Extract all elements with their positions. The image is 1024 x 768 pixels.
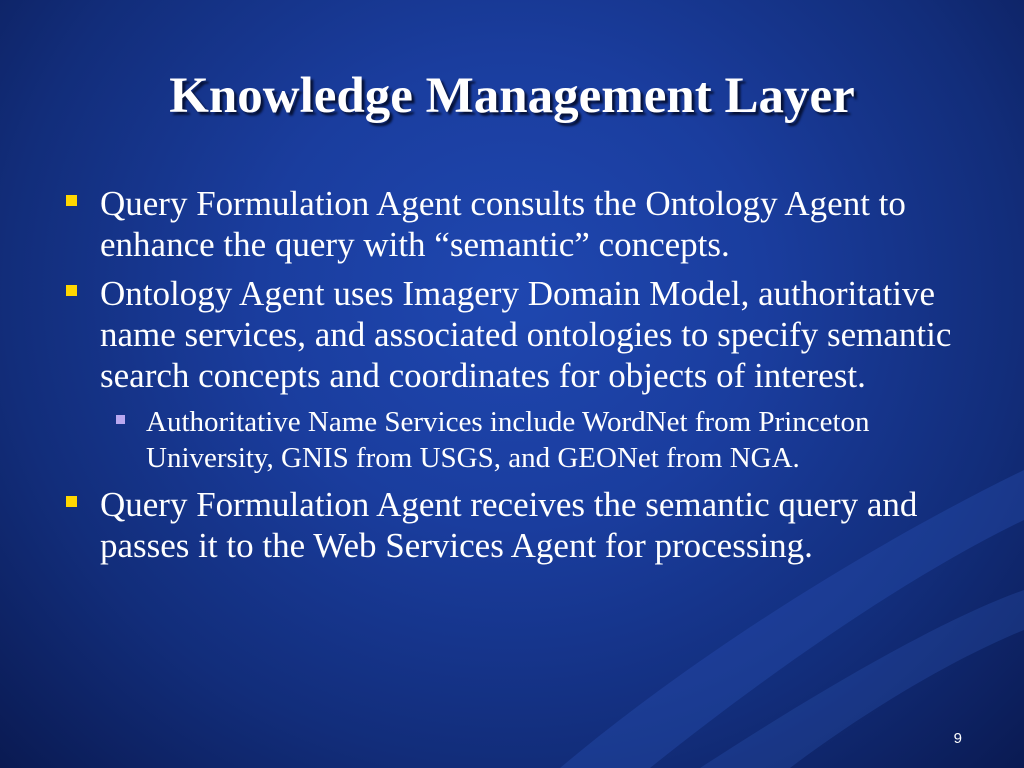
sub-bullet-text: Authoritative Name Services include WordNet from Princeton University, GNIS from USGS, and GEONet from NGA. [146, 406, 870, 474]
bullet-text: Ontology Agent uses Imagery Domain Model, authoritative name services, and associated ontologies to specify semantic search concepts and coordinates for objects of interest. [100, 274, 952, 395]
page-number: 9 [953, 730, 962, 747]
slide-title: Knowledge Management Layer [169, 68, 855, 124]
bullet-item [60, 484, 960, 566]
bullet-item [60, 273, 960, 396]
square-bullet-icon [66, 285, 77, 296]
small-square-bullet-icon [116, 415, 125, 424]
bullet-text: Query Formulation Agent receives the semantic query and passes it to the Web Services Agent for processing. [100, 485, 918, 565]
square-bullet-icon [66, 195, 77, 206]
bullet-item [60, 183, 960, 265]
square-bullet-icon [66, 496, 77, 507]
bullet-text: Query Formulation Agent consults the Ontology Agent to enhance the query with “semantic” concepts. [100, 184, 906, 264]
slide-content [60, 183, 960, 574]
sub-bullet-item [60, 404, 960, 476]
